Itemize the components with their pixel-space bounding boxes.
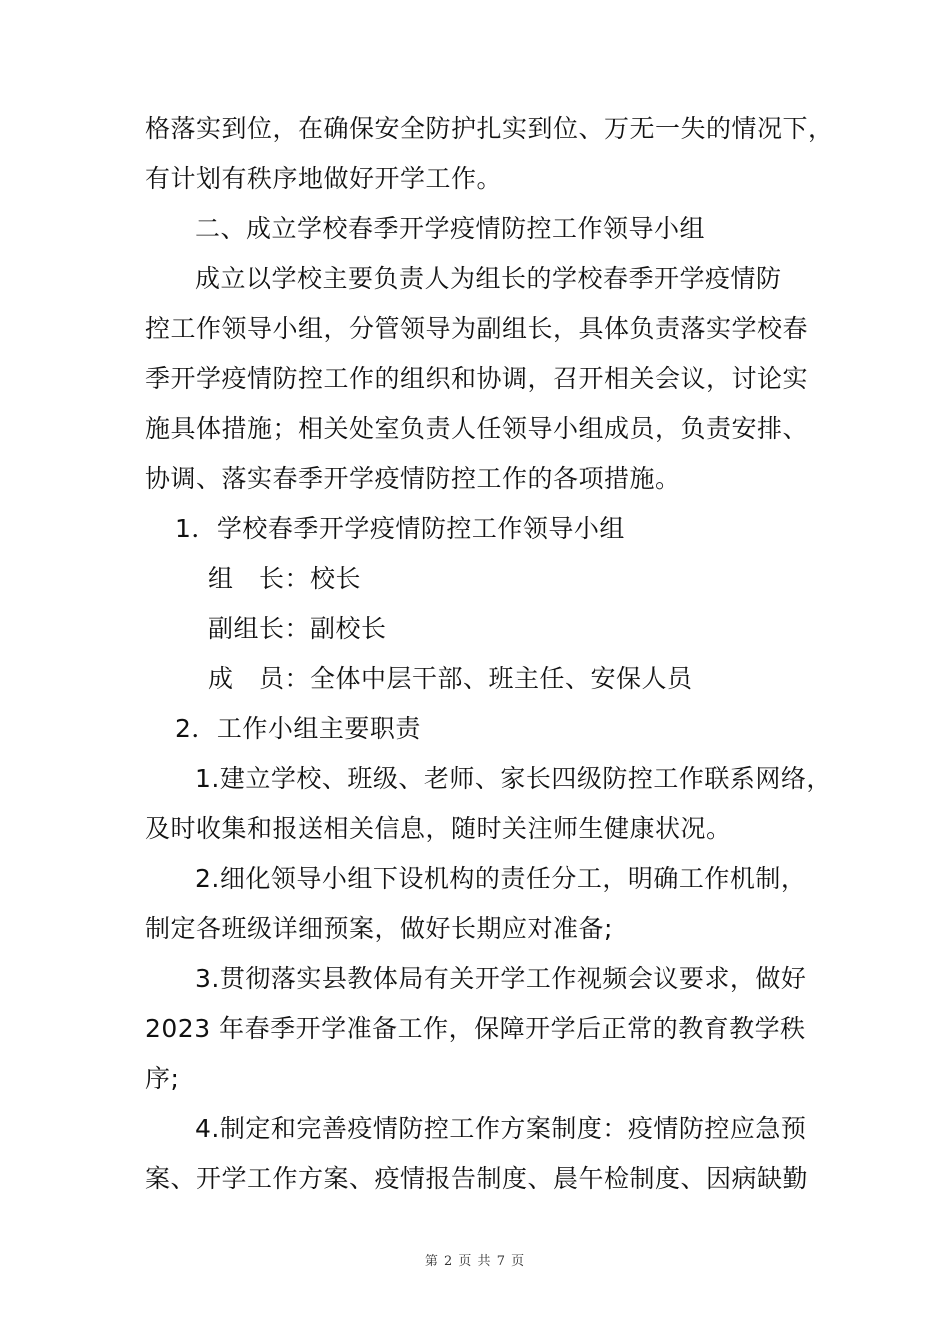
page-number-footer: 第 2 页 共 7 页 [424,1254,526,1269]
subsection-heading: 1．学校春季开学疫情防控工作领导小组 [175,514,625,543]
body-text-line: 协调、落实春季开学疫情防控工作的各项措施。 [145,464,681,493]
duty-item-2: 2.细化领导小组下设机构的责任分工，明确工作机制， [195,864,807,893]
body-text-line: 有计划有秩序地做好开学工作。 [145,164,503,193]
body-text-line: 成立以学校主要负责人为组长的学校春季开学疫情防 [195,264,782,293]
body-text-line: 格落实到位，在确保安全防护扎实到位、万无一失的情况下， [145,114,834,143]
role-line-members: 成 员：全体中层干部、班主任、安保人员 [208,664,693,693]
duty-item-1: 1.建立学校、班级、老师、家长四级防控工作联系网络， [195,764,832,793]
role-line-deputy: 副组长：副校长 [208,614,387,643]
body-text-line: 制定各班级详细预案，做好长期应对准备; [145,914,613,943]
body-text-line: 施具体措施；相关处室负责人任领导小组成员，负责安排、 [145,414,809,443]
duty-item-3: 3.贯彻落实县教体局有关开学工作视频会议要求，做好 [195,964,807,993]
body-text-line: 2023 年春季开学准备工作，保障开学后正常的教育教学秩 [145,1014,806,1043]
subsection-heading: 2．工作小组主要职责 [175,714,421,743]
body-text-line: 序; [145,1064,180,1093]
role-line-leader: 组 长：校长 [208,564,362,593]
body-text-line: 案、开学工作方案、疫情报告制度、晨午检制度、因病缺勤 [145,1164,809,1193]
body-text-line: 季开学疫情防控工作的组织和协调，召开相关会议，讨论实 [145,364,809,393]
body-text-line: 及时收集和报送相关信息，随时关注师生健康状况。 [145,814,732,843]
section-heading: 二、成立学校春季开学疫情防控工作领导小组 [195,214,706,243]
body-text-line: 控工作领导小组，分管领导为副组长，具体负责落实学校春 [145,314,809,343]
duty-item-4: 4.制定和完善疫情防控工作方案制度：疫情防控应急预 [195,1114,807,1143]
